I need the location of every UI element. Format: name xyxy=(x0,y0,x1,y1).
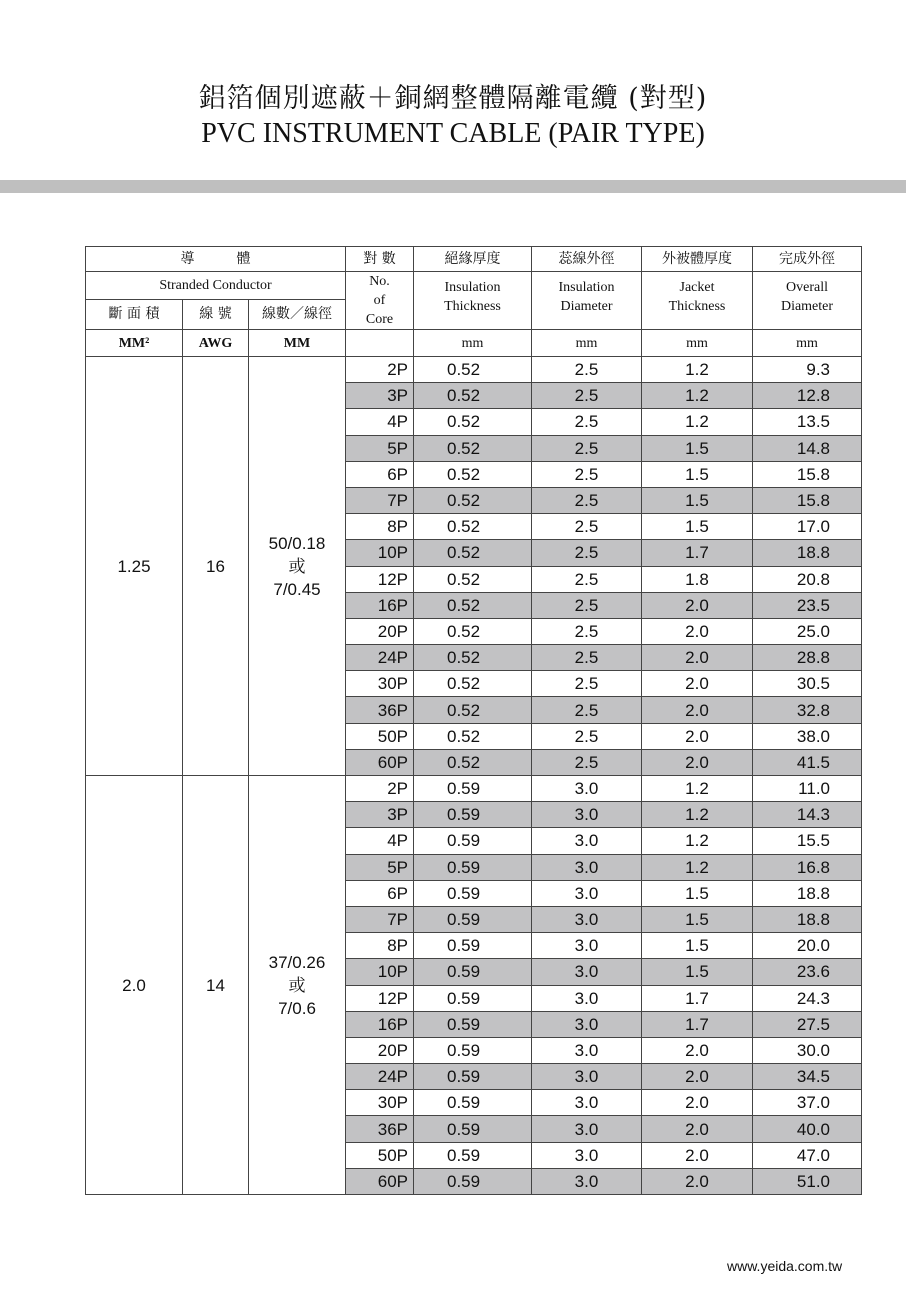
overall-diameter-cell: 37.0 xyxy=(753,1090,862,1116)
overall-diameter-cell: 30.5 xyxy=(753,671,862,697)
insulation-thickness-cell: 0.52 xyxy=(414,671,532,697)
core-unit xyxy=(346,330,414,357)
overall-diameter-cell: 41.5 xyxy=(753,749,862,775)
overall-diameter-cell: 16.8 xyxy=(753,854,862,880)
insulation-diameter-cell: 2.5 xyxy=(532,540,642,566)
jacket-thickness-cell: 1.2 xyxy=(642,828,753,854)
jacket-thickness-cell: 2.0 xyxy=(642,592,753,618)
insulation-thickness-cell: 0.52 xyxy=(414,435,532,461)
insulation-diameter-cell: 3.0 xyxy=(532,933,642,959)
insulation-diameter-cell: 2.5 xyxy=(532,435,642,461)
insulation-thickness-cell: 0.52 xyxy=(414,487,532,513)
jacket-thickness-cell: 1.5 xyxy=(642,487,753,513)
insulation-diameter-cell: 2.5 xyxy=(532,357,642,383)
core-count-cell: 5P xyxy=(346,854,414,880)
core-count-cell: 50P xyxy=(346,1142,414,1168)
insulation-thickness-cell: 0.52 xyxy=(414,697,532,723)
insulation-diameter-cell: 3.0 xyxy=(532,854,642,880)
jacket-thickness-cell: 2.0 xyxy=(642,723,753,749)
jacket-thickness-cell: 1.7 xyxy=(642,1011,753,1037)
table-row xyxy=(86,357,862,383)
insulation-thickness-cell: 0.59 xyxy=(414,1168,532,1194)
insulation-thickness-header: Insulation Thickness xyxy=(414,272,532,330)
core-count-cell: 30P xyxy=(346,1090,414,1116)
pairs-header-zh: 對 數 xyxy=(346,247,414,272)
jacket-thickness-cell: 2.0 xyxy=(642,1168,753,1194)
table-row xyxy=(86,776,862,802)
core-count-cell: 12P xyxy=(346,985,414,1011)
jacket-thickness-cell: 1.5 xyxy=(642,514,753,540)
jacket-thickness-cell: 2.0 xyxy=(642,645,753,671)
insulation-thickness-cell: 0.59 xyxy=(414,1037,532,1063)
jacket-thickness-cell: 1.7 xyxy=(642,985,753,1011)
page-title-english: PVC INSTRUMENT CABLE (PAIR TYPE) xyxy=(201,118,705,149)
insulation-diameter-cell: 3.0 xyxy=(532,1142,642,1168)
insulation-thickness-cell: 0.59 xyxy=(414,933,532,959)
insulation-thickness-cell: 0.59 xyxy=(414,1011,532,1037)
core-count-cell: 3P xyxy=(346,383,414,409)
overall-diameter-cell: 15.8 xyxy=(753,487,862,513)
insulation-header-zh: 絕緣厚度 xyxy=(414,247,532,272)
overall-diameter-cell: 17.0 xyxy=(753,514,862,540)
overall-diameter-cell: 20.0 xyxy=(753,933,862,959)
overall-diameter-cell: 34.5 xyxy=(753,1064,862,1090)
insulation-thickness-cell: 0.59 xyxy=(414,1116,532,1142)
page-title-chinese: 鋁箔個別遮蔽＋銅網整體隔離電纜 (對型) xyxy=(198,83,708,114)
jacket-header-zh: 外被體厚度 xyxy=(642,247,753,272)
insulation-diameter-cell: 3.0 xyxy=(532,1090,642,1116)
jacket-thickness-cell: 1.5 xyxy=(642,880,753,906)
insulation-thickness-cell: 0.59 xyxy=(414,1090,532,1116)
insulation-diameter-cell: 2.5 xyxy=(532,592,642,618)
insulation-diameter-cell: 3.0 xyxy=(532,1037,642,1063)
core-count-cell: 30P xyxy=(346,671,414,697)
strands-cell: 50/0.18 或 7/0.45 xyxy=(249,357,346,776)
strands-unit: MM xyxy=(249,330,346,357)
core-count-cell: 8P xyxy=(346,514,414,540)
insulation-diameter-cell: 2.5 xyxy=(532,697,642,723)
insulation-thickness-cell: 0.59 xyxy=(414,1064,532,1090)
website-url: www.yeida.com.tw xyxy=(727,1258,843,1274)
core-count-cell: 2P xyxy=(346,776,414,802)
jacket-thickness-cell: 2.0 xyxy=(642,1037,753,1063)
jacket-thickness-cell: 1.7 xyxy=(642,540,753,566)
conductor-header-zh: 導 體 xyxy=(86,247,346,272)
jacket-thickness-cell: 1.8 xyxy=(642,566,753,592)
insulation-thickness-cell: 0.52 xyxy=(414,645,532,671)
insulation-unit: mm xyxy=(414,330,532,357)
overall-diameter-cell: 24.3 xyxy=(753,985,862,1011)
jacket-thickness-cell: 2.0 xyxy=(642,671,753,697)
core-count-cell: 12P xyxy=(346,566,414,592)
jacket-thickness-cell: 2.0 xyxy=(642,697,753,723)
overall-diameter-cell: 28.8 xyxy=(753,645,862,671)
insulation-thickness-cell: 0.52 xyxy=(414,514,532,540)
overall-diameter-cell: 18.8 xyxy=(753,906,862,932)
insulation-diameter-cell: 3.0 xyxy=(532,906,642,932)
insulation-diameter-cell: 3.0 xyxy=(532,959,642,985)
insulation-thickness-cell: 0.52 xyxy=(414,592,532,618)
overall-diameter-cell: 30.0 xyxy=(753,1037,862,1063)
insulation-diameter-cell: 3.0 xyxy=(532,880,642,906)
insulation-thickness-cell: 0.59 xyxy=(414,854,532,880)
jacket-thickness-header: Jacket Thickness xyxy=(642,272,753,330)
core-diameter-unit: mm xyxy=(532,330,642,357)
jacket-unit: mm xyxy=(642,330,753,357)
insulation-diameter-cell: 2.5 xyxy=(532,487,642,513)
core-count-cell: 60P xyxy=(346,1168,414,1194)
insulation-diameter-cell: 2.5 xyxy=(532,514,642,540)
core-count-cell: 7P xyxy=(346,487,414,513)
insulation-thickness-cell: 0.52 xyxy=(414,383,532,409)
insulation-diameter-cell: 2.5 xyxy=(532,723,642,749)
jacket-thickness-cell: 1.5 xyxy=(642,906,753,932)
gauge-header-zh: 線 號 xyxy=(183,300,249,330)
table-body xyxy=(86,357,862,1195)
core-count-cell: 2P xyxy=(346,357,414,383)
insulation-diameter-cell: 3.0 xyxy=(532,1064,642,1090)
core-count-cell: 50P xyxy=(346,723,414,749)
overall-header-zh: 完成外徑 xyxy=(753,247,862,272)
jacket-thickness-cell: 2.0 xyxy=(642,1090,753,1116)
jacket-thickness-cell: 2.0 xyxy=(642,1142,753,1168)
insulation-thickness-cell: 0.59 xyxy=(414,985,532,1011)
insulation-thickness-cell: 0.52 xyxy=(414,540,532,566)
jacket-thickness-cell: 2.0 xyxy=(642,749,753,775)
area-unit: MM² xyxy=(86,330,183,357)
jacket-thickness-cell: 2.0 xyxy=(642,618,753,644)
core-count-cell: 5P xyxy=(346,435,414,461)
overall-diameter-cell: 15.8 xyxy=(753,461,862,487)
gauge-unit: AWG xyxy=(183,330,249,357)
core-count-cell: 8P xyxy=(346,933,414,959)
core-count-cell: 24P xyxy=(346,1064,414,1090)
insulation-thickness-cell: 0.59 xyxy=(414,776,532,802)
overall-diameter-cell: 18.8 xyxy=(753,540,862,566)
jacket-thickness-cell: 1.2 xyxy=(642,802,753,828)
insulation-diameter-cell: 3.0 xyxy=(532,1011,642,1037)
core-count-cell: 4P xyxy=(346,828,414,854)
insulation-thickness-cell: 0.52 xyxy=(414,409,532,435)
insulation-thickness-cell: 0.52 xyxy=(414,618,532,644)
strands-header-zh: 線數／線徑 xyxy=(249,300,346,330)
overall-diameter-header: Overall Diameter xyxy=(753,272,862,330)
core-count-cell: 4P xyxy=(346,409,414,435)
jacket-thickness-cell: 1.2 xyxy=(642,854,753,880)
core-count-cell: 36P xyxy=(346,697,414,723)
insulation-thickness-cell: 0.52 xyxy=(414,749,532,775)
no-of-core-header: No. of Core xyxy=(346,272,414,330)
overall-diameter-cell: 23.5 xyxy=(753,592,862,618)
overall-diameter-cell: 32.8 xyxy=(753,697,862,723)
stranded-conductor-header: Stranded Conductor xyxy=(86,272,346,300)
insulation-diameter-cell: 2.5 xyxy=(532,618,642,644)
core-count-cell: 16P xyxy=(346,592,414,618)
strands-cell: 37/0.26 或 7/0.6 xyxy=(249,776,346,1195)
overall-diameter-cell: 47.0 xyxy=(753,1142,862,1168)
overall-diameter-cell: 13.5 xyxy=(753,409,862,435)
cable-spec-table xyxy=(85,246,862,1195)
jacket-thickness-cell: 1.2 xyxy=(642,776,753,802)
insulation-diameter-cell: 2.5 xyxy=(532,749,642,775)
header-divider-band xyxy=(0,180,906,193)
insulation-thickness-cell: 0.52 xyxy=(414,461,532,487)
overall-diameter-cell: 18.8 xyxy=(753,880,862,906)
insulation-thickness-cell: 0.59 xyxy=(414,880,532,906)
insulation-thickness-cell: 0.52 xyxy=(414,357,532,383)
overall-diameter-cell: 38.0 xyxy=(753,723,862,749)
insulation-diameter-cell: 3.0 xyxy=(532,828,642,854)
core-count-cell: 36P xyxy=(346,1116,414,1142)
core-count-cell: 16P xyxy=(346,1011,414,1037)
overall-diameter-cell: 9.3 xyxy=(753,357,862,383)
insulation-thickness-cell: 0.59 xyxy=(414,906,532,932)
core-count-cell: 7P xyxy=(346,906,414,932)
core-count-cell: 10P xyxy=(346,540,414,566)
insulation-thickness-cell: 0.59 xyxy=(414,1142,532,1168)
overall-diameter-cell: 25.0 xyxy=(753,618,862,644)
awg-cell: 16 xyxy=(183,357,249,776)
insulation-diameter-cell: 3.0 xyxy=(532,1116,642,1142)
insulation-diameter-cell: 3.0 xyxy=(532,1168,642,1194)
jacket-thickness-cell: 1.2 xyxy=(642,357,753,383)
overall-diameter-cell: 14.8 xyxy=(753,435,862,461)
insulation-diameter-cell: 3.0 xyxy=(532,802,642,828)
insulation-diameter-cell: 2.5 xyxy=(532,566,642,592)
jacket-thickness-cell: 1.5 xyxy=(642,461,753,487)
core-count-cell: 6P xyxy=(346,461,414,487)
insulation-diameter-cell: 2.5 xyxy=(532,383,642,409)
core-diameter-header-zh: 蕊線外徑 xyxy=(532,247,642,272)
core-count-cell: 20P xyxy=(346,1037,414,1063)
insulation-diameter-cell: 3.0 xyxy=(532,985,642,1011)
insulation-thickness-cell: 0.52 xyxy=(414,566,532,592)
overall-diameter-cell: 11.0 xyxy=(753,776,862,802)
overall-diameter-cell: 14.3 xyxy=(753,802,862,828)
insulation-thickness-cell: 0.59 xyxy=(414,802,532,828)
overall-diameter-cell: 15.5 xyxy=(753,828,862,854)
overall-diameter-cell: 20.8 xyxy=(753,566,862,592)
insulation-diameter-cell: 2.5 xyxy=(532,671,642,697)
jacket-thickness-cell: 1.5 xyxy=(642,959,753,985)
core-count-cell: 60P xyxy=(346,749,414,775)
jacket-thickness-cell: 1.2 xyxy=(642,409,753,435)
jacket-thickness-cell: 2.0 xyxy=(642,1064,753,1090)
insulation-thickness-cell: 0.59 xyxy=(414,828,532,854)
jacket-thickness-cell: 1.5 xyxy=(642,435,753,461)
area-cell: 2.0 xyxy=(86,776,183,1195)
overall-diameter-cell: 51.0 xyxy=(753,1168,862,1194)
core-count-cell: 20P xyxy=(346,618,414,644)
insulation-diameter-header: Insulation Diameter xyxy=(532,272,642,330)
core-count-cell: 6P xyxy=(346,880,414,906)
overall-diameter-cell: 23.6 xyxy=(753,959,862,985)
insulation-diameter-cell: 2.5 xyxy=(532,645,642,671)
overall-diameter-cell: 27.5 xyxy=(753,1011,862,1037)
area-header-zh: 斷 面 積 xyxy=(86,300,183,330)
core-count-cell: 3P xyxy=(346,802,414,828)
core-count-cell: 10P xyxy=(346,959,414,985)
insulation-thickness-cell: 0.52 xyxy=(414,723,532,749)
jacket-thickness-cell: 1.2 xyxy=(642,383,753,409)
insulation-diameter-cell: 2.5 xyxy=(532,409,642,435)
area-cell: 1.25 xyxy=(86,357,183,776)
overall-diameter-cell: 40.0 xyxy=(753,1116,862,1142)
overall-diameter-cell: 12.8 xyxy=(753,383,862,409)
jacket-thickness-cell: 2.0 xyxy=(642,1116,753,1142)
awg-cell: 14 xyxy=(183,776,249,1195)
overall-unit: mm xyxy=(753,330,862,357)
insulation-thickness-cell: 0.59 xyxy=(414,959,532,985)
insulation-diameter-cell: 3.0 xyxy=(532,776,642,802)
insulation-diameter-cell: 2.5 xyxy=(532,461,642,487)
jacket-thickness-cell: 1.5 xyxy=(642,933,753,959)
core-count-cell: 24P xyxy=(346,645,414,671)
